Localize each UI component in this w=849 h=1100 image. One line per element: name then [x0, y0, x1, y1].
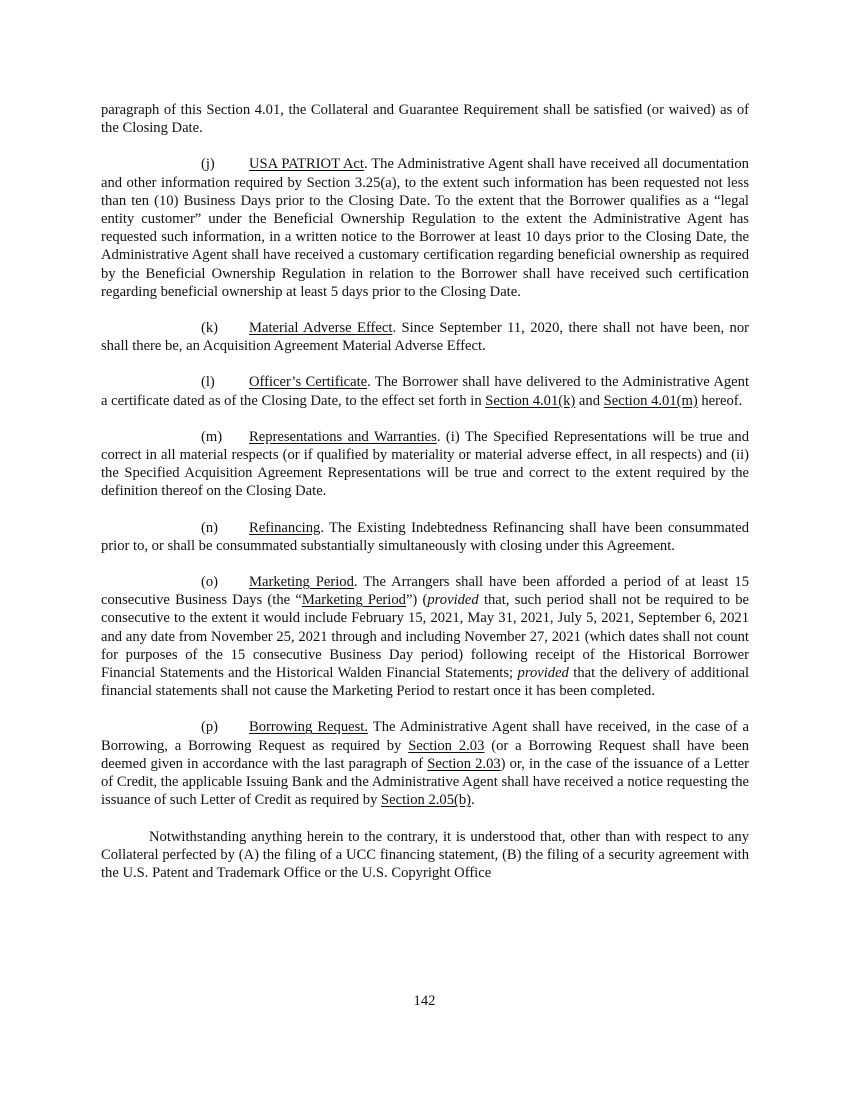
section-j — [101, 155, 749, 301]
section-m-heading: Representations and Warranties — [249, 428, 437, 445]
section-p — [101, 718, 749, 809]
section-o — [101, 573, 749, 700]
intro-paragraph: paragraph of this Section 4.01, the Collateral and Guarantee Requirement shall be satisfied (or waived) as of the Closing Date. — [101, 102, 749, 137]
section-k-text: . Since September 11, 2020, there shall not have been, nor shall there be, an Acquisition Agreement Material Adverse Effect. — [101, 320, 750, 355]
section-p-label: (p) — [201, 719, 219, 736]
section-n — [101, 519, 749, 555]
section-k-label: (k) — [201, 320, 219, 337]
defined-term: Marketing Period — [301, 592, 406, 609]
section-j-heading: USA PATRIOT Act — [249, 156, 364, 173]
section-ref-link: Section 2.05(b) — [381, 792, 472, 809]
section-o-heading: Marketing Period — [249, 574, 354, 591]
section-l — [101, 373, 749, 409]
section-m-text: . (i) The Specified Representations will be true and correct in all material respects (or if qualified by materiality or material adverse effect, in all respects) and (ii) the Specified Acquisition Agreement Representations will be true and correct to the extent required by the definition thereof on the Closing Date. — [101, 428, 749, 500]
section-l-text: hereof. — [697, 392, 743, 409]
section-p-text: (or a Borrowing Request shall have been deemed given in accordance with the last paragraph of — [101, 737, 749, 772]
section-o-label: (o) — [201, 574, 219, 591]
section-p-text: . — [471, 792, 475, 809]
page-number: 142 — [413, 993, 436, 1009]
section-o-text: ”) ( — [405, 592, 428, 609]
proviso-italic: provided — [427, 592, 479, 609]
section-n-heading: Refinancing — [249, 519, 321, 536]
section-ref-link: Section 4.01(k) — [485, 392, 576, 409]
section-p-heading: Borrowing Request. — [249, 719, 368, 736]
closing-paragraph: Notwithstanding anything herein to the contrary, it is understood that, other than with respect to any Collateral perfected by (A) the filing of a UCC financing statement, (B) the filing of a security agreement with the U.S. Patent and Trademark Office or the U.S. Copyright Office — [101, 828, 749, 881]
section-j-text: . The Administrative Agent shall have received all documentation and other information required by Section 3.25(a), to the extent such information has been requested not less than ten (10) Business Days prior to the Closing Date. To the extent that the Borrower qualifies as a “legal entity customer” under the Beneficial Ownership Regulation to the extent the Administrative Agent has requested such information, in a written notice to the Borrower at least 10 days prior to the Closing Date, the Administrative Agent shall have received a customary certification regarding beneficial ownership as required by the Beneficial Ownership Regulation in relation to the Borrower shall have received such certification regarding beneficial ownership at least 5 days prior to the Closing Date. — [101, 156, 749, 300]
proviso-italic: provided — [517, 665, 569, 682]
section-n-label: (n) — [201, 519, 219, 536]
section-l-text: . The Borrower shall have delivered to the Administrative Agent a certificate dated as of the Closing Date, to the effect set forth in — [101, 374, 749, 409]
section-ref-link: Section 2.03 — [408, 737, 485, 754]
section-p-text: ) or, in the case of the issuance of a Letter of Credit, the applicable Issuing Bank and the Administrative Agent shall have received a notice requesting the issuance of such Letter of Credit as required by — [101, 755, 749, 809]
section-k — [101, 319, 749, 355]
section-o-text: . The Arrangers shall have been afforded a period of at least 15 consecutive Business Days (the “ — [101, 574, 749, 609]
section-l-label: (l) — [201, 374, 215, 391]
section-o-text: that, such period shall not be required to be consecutive to the extent it would include February 15, 2021, May 31, 2021, July 5, 2021, September 6, 2021 and any date from November 25, 2021 through and including November 27, 2021 (which dates shall not count for purposes of the 15 consecutive Business Day period) following receipt of the Historical Borrower Financial Statements and the Historical Walden Financial Statements; — [101, 592, 749, 682]
section-j-label: (j) — [201, 156, 215, 173]
section-n-text: . The Existing Indebtedness Refinancing shall have been consummated prior to, or shall be consummated substantially simultaneously with closing under this Agreement. — [101, 519, 749, 554]
section-ref-link: Section 4.01(m) — [603, 392, 698, 409]
section-p-text: The Administrative Agent shall have received, in the case of a Borrowing, a Borrowing Request as required by — [101, 719, 749, 754]
document-page — [101, 101, 749, 900]
section-l-heading: Officer’s Certificate — [249, 374, 368, 391]
section-ref-link: Section 2.03 — [427, 755, 501, 772]
section-m-label: (m) — [201, 428, 223, 445]
section-o-text: that the delivery of additional financial statements shall not cause the Marketing Period to restart once it has been completed. — [101, 665, 750, 700]
section-l-text: and — [575, 392, 604, 409]
section-m — [101, 428, 749, 501]
section-k-heading: Material Adverse Effect — [249, 320, 393, 337]
